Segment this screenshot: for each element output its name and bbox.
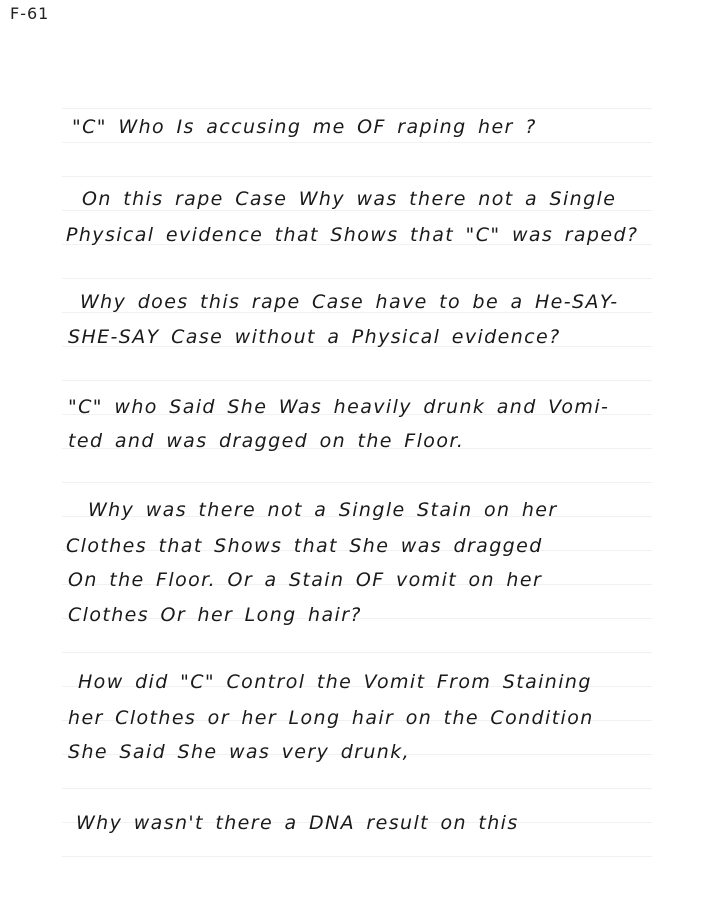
handwritten-line: How did "C" Control the Vomit From Staining: [78, 671, 592, 693]
handwritten-line: "C" who Said She Was heavily drunk and Vomi-: [68, 396, 610, 418]
handwritten-line: "C" Who Is accusing me OF raping her ?: [72, 116, 537, 138]
ruled-line: [62, 210, 652, 211]
ruled-line: [62, 278, 652, 279]
handwritten-line: She Said She was very drunk,: [68, 741, 411, 763]
handwritten-line: her Clothes or her Long hair on the Condition: [68, 707, 594, 729]
handwritten-line: On this rape Case Why was there not a Single: [82, 188, 617, 210]
handwritten-line: SHE-SAY Case without a Physical evidence?: [68, 326, 561, 348]
handwritten-line: Physical evidence that Shows that "C" was raped?: [66, 224, 639, 246]
handwritten-line: On the Floor. Or a Stain OF vomit on her: [68, 569, 543, 591]
ruled-line: [62, 482, 652, 483]
handwritten-line: Why wasn't there a DNA result on this: [76, 812, 519, 834]
page-number: F-61: [10, 4, 50, 23]
ruled-line: [62, 142, 652, 143]
ruled-line: [62, 788, 652, 789]
ruled-line: [62, 108, 652, 109]
ruled-line: [62, 380, 652, 381]
handwritten-line: Why does this rape Case have to be a He-SAY-: [80, 291, 619, 313]
ruled-line: [62, 176, 652, 177]
handwritten-line: ted and was dragged on the Floor.: [68, 430, 465, 452]
ruled-line: [62, 652, 652, 653]
handwritten-line: Clothes that Shows that She was dragged: [66, 535, 543, 557]
handwritten-line: Why was there not a Single Stain on her: [88, 499, 558, 521]
handwritten-line: Clothes Or her Long hair?: [68, 604, 362, 626]
ruled-line: [62, 856, 652, 857]
